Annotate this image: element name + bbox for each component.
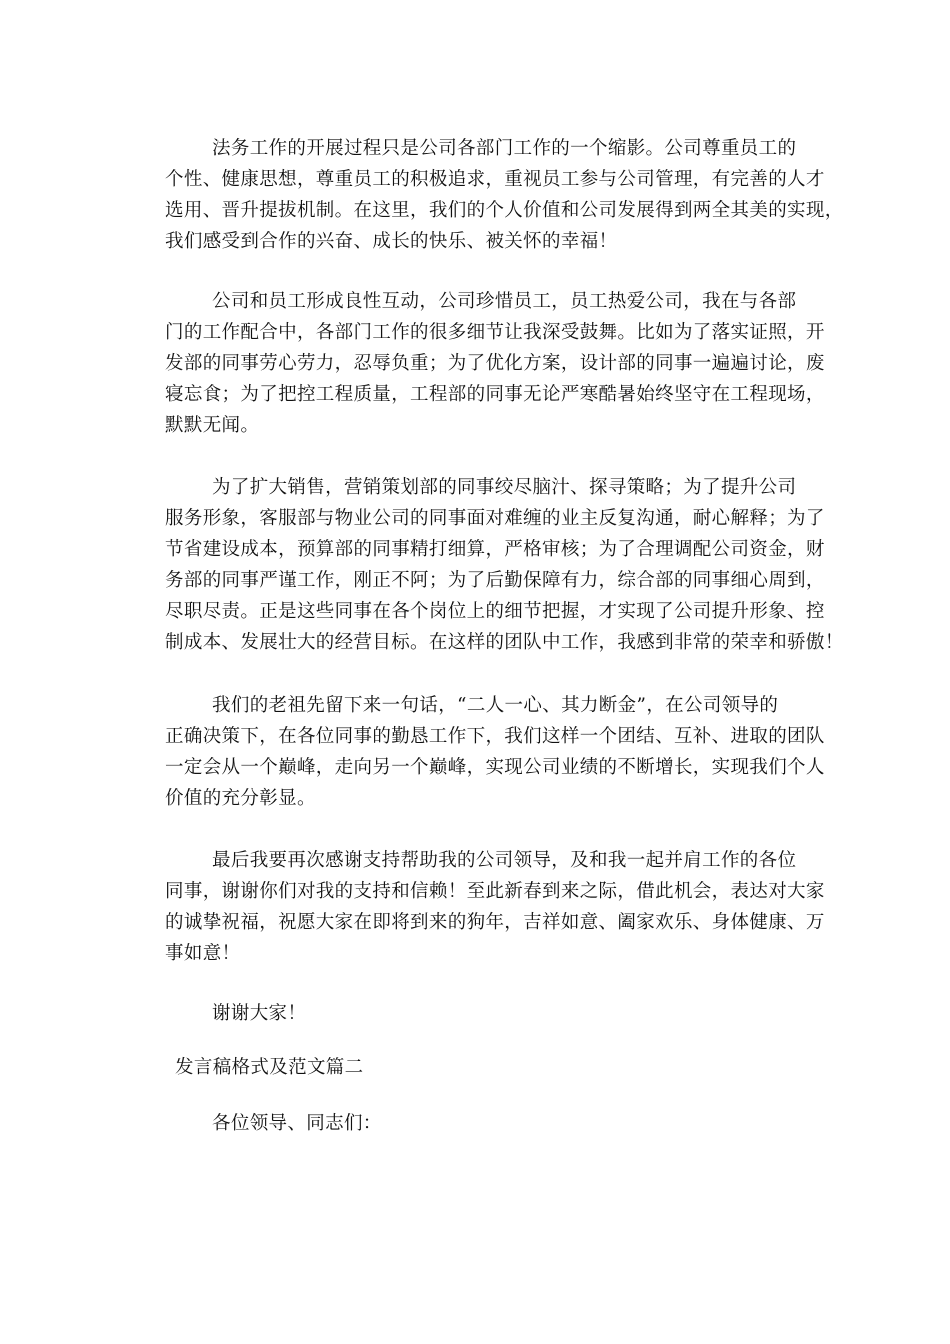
paragraph-line: 尽职尽责。正是这些同事在各个岗位上的细节把握，才实现了公司提升形象、控 [165, 601, 825, 622]
paragraph-line: 制成本、发展壮大的经营目标。在这样的团队中工作，我感到非常的荣幸和骄傲！ [165, 632, 844, 653]
paragraph-line: 个性、健康思想，尊重员工的积极追求，重视员工参与公司管理，有完善的人才 [165, 169, 825, 190]
paragraph-2 [165, 286, 825, 441]
paragraph-line: 事如意！ [165, 943, 241, 964]
salutation-block [165, 1108, 805, 1139]
section-heading-block [165, 1052, 805, 1083]
paragraph-line: 我们感受到合作的兴奋、成长的快乐、被关怀的幸福！ [165, 231, 618, 252]
paragraph-line: 最后我要再次感谢支持帮助我的公司领导，及和我一起并肩工作的各位 [212, 850, 797, 871]
paragraph-line: 选用、晋升提拔机制。在这里，我们的个人价值和公司发展得到两全其美的实现， [165, 200, 844, 221]
paragraph-4 [165, 690, 825, 814]
paragraph-line: 价值的充分彰显。 [165, 788, 316, 809]
paragraph-line: 正确决策下，在各位同事的勤恳工作下，我们这样一个团结、互补、进取的团队 [165, 726, 825, 747]
closing-thanks [165, 998, 805, 1029]
paragraph-5 [165, 845, 825, 969]
paragraph-line: 节省建设成本，预算部的同事精打细算，严格审核；为了合理调配公司资金，财 [165, 539, 825, 560]
paragraph-line: 同事，谢谢你们对我的支持和信赖！至此新春到来之际，借此机会，表达对大家 [165, 881, 825, 902]
paragraph-3 [165, 472, 844, 658]
paragraph-line: 服务形象，客服部与物业公司的同事面对难缠的业主反复沟通，耐心解释；为了 [165, 508, 825, 529]
paragraph-line: 法务工作的开展过程只是公司各部门工作的一个缩影。公司尊重员工的 [212, 138, 797, 159]
paragraph-line: 公司和员工形成良性互动，公司珍惜员工，员工热爱公司，我在与各部 [212, 291, 797, 312]
paragraph-line: 我们的老祖先留下来一句话，“二人一心、其力断金”，在公司领导的 [212, 695, 779, 716]
paragraph-line: 寝忘食；为了把控工程质量，工程部的同事无论严寒酷暑始终坚守在工程现场， [165, 384, 825, 405]
paragraph-line: 谢谢大家！ [212, 1003, 307, 1024]
paragraph-line: 为了扩大销售，营销策划部的同事绞尽脑汁、探寻策略；为了提升公司 [212, 477, 797, 498]
paragraph-line: 的诚挚祝福，祝愿大家在即将到来的狗年，吉祥如意、阖家欢乐、身体健康、万 [165, 912, 825, 933]
paragraph-line: 发部的同事劳心劳力，忍辱负重；为了优化方案，设计部的同事一遍遍讨论，废 [165, 353, 825, 374]
salutation: 各位领导、同志们： [212, 1113, 382, 1134]
paragraph-1 [165, 133, 844, 257]
paragraph-line: 默默无闻。 [165, 415, 260, 436]
section-heading: 发言稿格式及范文篇二 [175, 1057, 364, 1078]
paragraph-line: 门的工作配合中，各部门工作的很多细节让我深受鼓舞。比如为了落实证照，开 [165, 322, 825, 343]
paragraph-line: 务部的同事严谨工作，刚正不阿；为了后勤保障有力，综合部的同事细心周到， [165, 570, 825, 591]
paragraph-line: 一定会从一个巅峰，走向另一个巅峰，实现公司业绩的不断增长，实现我们个人 [165, 757, 825, 778]
